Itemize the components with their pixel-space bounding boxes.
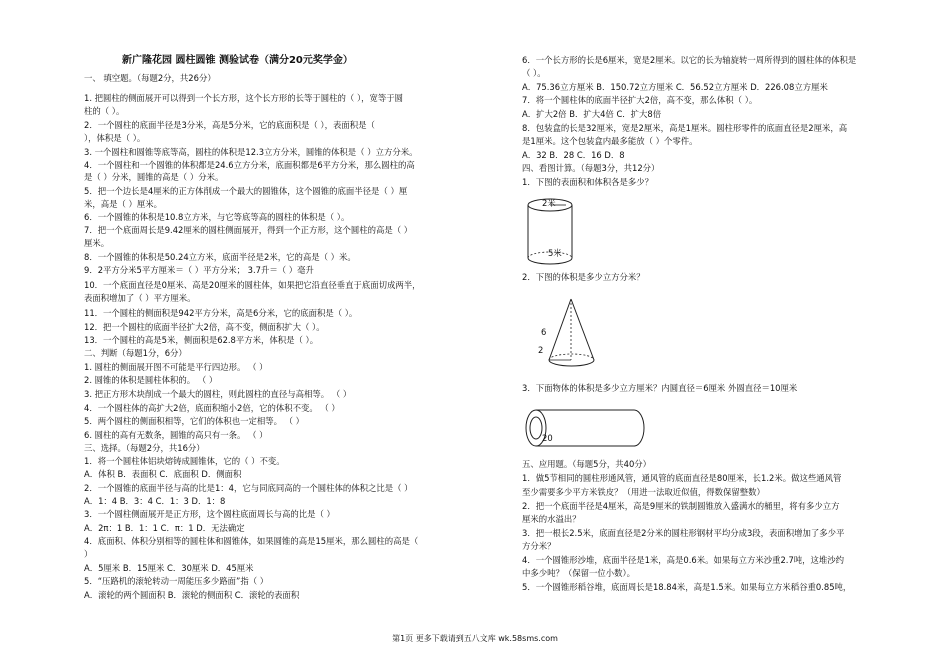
left-column-line: 3. 把正方形木块削成一个最大的圆柱，则此圆柱的直径与高相等。 （ ）: [84, 389, 352, 399]
right-column-line: 3．下面物体的体积是多少立方厘米？内圆直径＝6厘米 外圆直径＝10厘米: [522, 383, 798, 393]
cylinder-label-height: 5米: [548, 248, 562, 258]
tube-inner-end: [530, 417, 542, 439]
right-column-line: A．扩大2倍 B．扩大4倍 C．扩大8倍: [522, 109, 662, 119]
left-column-line: A．2π：1 B．1：1 C．π：1 D．无法确定: [84, 523, 245, 533]
left-column-line: 8．一个圆锥的体积是50.24立方米，底面半径是2米，它的高是（ ）米。: [84, 252, 356, 262]
left-column-line: 9．2平方分米5平方厘米＝（ ）平方分米； 3.7升＝（ ）毫升: [84, 265, 314, 275]
left-column-line: 1．将一个圆柱体铝块熔铸成圆锥体，它的（ ）不变。: [84, 456, 285, 466]
left-column-line: 4．底面积、体积分别相等的圆柱体和圆锥体，如果圆锥的高是15厘米，那么圆柱的高是（: [84, 536, 419, 546]
left-column-line: 5．两个圆柱的侧面积相等，它们的体积也一定相等。 （ ）: [84, 416, 305, 426]
left-column-line: 3. 一个圆柱和圆锥等底等高，圆柱的体积是12.3立方分米，圆锥的体积是（ ）立方分米。: [84, 147, 418, 157]
right-column-line: 五、应用题。（每题5分，共40分）: [522, 459, 652, 469]
left-column-line: 新广隆花园 圆柱圆锥 测验试卷（满分20元奖学金）: [122, 55, 353, 66]
left-column-line: 3．一个圆柱侧面展开是正方形，这个圆柱底面周长与高的比是（ ）: [84, 509, 335, 519]
right-column-line: A．75.36立方厘米 B．150.72立方厘米 C．56.52立方厘米 D．226.08立方厘米: [522, 82, 828, 92]
cylinder-label-top: 2米: [542, 198, 556, 208]
left-column-line: 1. 圆柱的侧面展开图不可能是平行四边形。 （ ）: [84, 362, 268, 372]
left-column-line: 5．“压路机的滚轮转动一周能压多少路面”指（ ）: [84, 576, 269, 586]
right-column-line: 8．包装盒的长是32厘米，宽是2厘米，高是1厘米。圆柱形零件的底面直径是2厘米，高: [522, 123, 848, 133]
right-column-line: 1．下图的表面积和体积各是多少？: [522, 177, 653, 187]
left-column-line: 11．一个圆柱的侧面积是942平方分米，高是6分米，它的底面积是（ ）。: [84, 308, 358, 318]
right-column-line: （ ）。: [522, 68, 546, 78]
cone-height-label: 6: [541, 327, 547, 337]
right-column-line: 四、看图计算。（每题3分，共12分）: [522, 163, 660, 173]
right-column-line: 至少需要多少平方米铁皮？（用进一法取近似值，得数保留整数）: [522, 487, 765, 497]
tube-figure: [522, 405, 646, 453]
left-column-line: 厘米。: [84, 238, 110, 248]
right-column-line: 方分米？: [522, 541, 556, 551]
right-column-line: 4．一个圆锥形沙堆，底面半径是1米，高是0.6米。如果每立方米沙重2.7吨，这堆沙约: [522, 555, 845, 565]
left-column-line: 一、 填空题。（每题2分，共26分）: [84, 73, 216, 83]
left-column-line: 三、选择。（每题2分，共16分）: [84, 443, 205, 453]
left-column-line: 4．一个圆柱和一个圆锥的体积都是24.6立方分米，底面积都是6平方分米，那么圆柱的高: [84, 160, 415, 170]
left-column-line: 6. 圆柱的高有无数条，圆锥的高只有一条。 （ ）: [84, 430, 268, 440]
tube-length-label: 20: [542, 433, 553, 443]
left-column-line: 13．一个圆柱的高是5米，侧面积是62.8平方米，体积是（ ）。: [84, 335, 319, 345]
left-column-line: 4．一个圆柱体的高扩大2倍，底面积缩小2倍，它的体积不变。 （ ）: [84, 403, 340, 413]
cone-figure: [546, 296, 616, 376]
right-column-line: 5．一个圆锥形稻谷堆，底面周长是18.84米，高是1.5米。如果每立方米稻谷重0.85吨，: [522, 582, 852, 592]
left-column-line: 2．一个圆锥的底面半径与高的比是1：4，它与同底同高的一个圆柱体的体积之比是（ ）: [84, 483, 413, 493]
right-column-line: 2．把一个底面半径是4厘米，高是9厘米的铁制圆锥放入盛满水的桶里，将有多少立方: [522, 501, 840, 511]
left-column-line: 12．把一个圆柱的底面半径扩大2倍，高不变，侧面积扩大（ ）。: [84, 322, 325, 332]
left-column-line: ），体积是（ ）。: [84, 133, 146, 143]
page-footer: 第1页 更多下载请到五八文库 wk.58sms.com: [392, 634, 558, 643]
right-column-line: 7．将一个圆柱体的底面半径扩大2倍，高不变，那么体积（ ）。: [522, 95, 758, 105]
left-column-line: 1. 把圆柱的侧面展开可以得到一个长方形，这个长方形的长等于圆柱的（ ），宽等于圆: [84, 93, 403, 103]
left-column-line: A．体积 B．表面积 C．底面积 D．侧面积: [84, 469, 242, 479]
left-column-line: A．滚轮的两个圆面积 B．滚轮的侧面积 C．滚轮的表面积: [84, 590, 300, 600]
cone-radius-label: 2: [538, 345, 544, 355]
left-column-line: 二、判断（每题1分，6分）: [84, 348, 187, 358]
right-column-line: 1．做5节相同的圆柱形通风管，通风管的底面直径是80厘米，长1.2米。做这些通风管: [522, 473, 842, 483]
left-column-line: ）: [84, 549, 93, 559]
left-column-line: 7．把一个底面周长是9.42厘米的圆柱侧面展开，得到一个正方形，这个圆柱的高是（ ）: [84, 225, 413, 235]
left-column-line: 柱的（ ）。: [84, 106, 125, 116]
right-column-line: A．32 B．28 C．16 D．8: [522, 150, 625, 160]
right-column-line: 3．把一根长2.5米，底面直径是2分米的圆柱形钢材平均分成3段，表面积增加了多少平: [522, 528, 845, 538]
left-column-line: 米，高是（ ）厘米。: [84, 199, 163, 209]
left-column-line: 2. 圆锥的体积是圆柱体积的。 （ ）: [84, 375, 218, 385]
right-column-line: 2．下图的体积是多少立方分米？: [522, 272, 645, 282]
left-column-line: 5．把一个边长是4厘米的正方体削成一个最大的圆锥体，这个圆锥的底面半径是（ ）厘: [84, 186, 408, 196]
left-column-line: 6．一个圆锥的体积是10.8立方米，与它等底等高的圆柱的体积是（ ）。: [84, 212, 350, 222]
right-column-line: 中多少吨？（保留一位小数）。: [522, 568, 636, 578]
right-column-line: 6．一个长方形的长是6厘米，宽是2厘米。以它的长为轴旋转一周所得到的圆柱体的体积是: [522, 55, 857, 65]
left-column-line: A．1：4 B．3：4 C．1：3 D．1：8: [84, 496, 226, 506]
left-column-line: 表面积增加了（ ）平方厘米。: [84, 293, 196, 303]
left-column-line: 2．一个圆柱的底面半径是3分米，高是5分米，它的底面积是（ ），表面积是（: [84, 120, 375, 130]
left-column-line: A．5厘米 B．15厘米 C．30厘米 D．45厘米: [84, 563, 254, 573]
right-column-line: 厘米的水溢出？: [522, 514, 581, 524]
left-column-line: 10．一个底面直径是0厘米、高是20厘米的圆柱体，如果把它沿直径垂直于底面切成两半，: [84, 280, 421, 290]
right-column-line: 是1厘米。这个包装盒内最多能放（ ）个零件。: [522, 136, 698, 146]
left-column-line: 是（ ）分米，圆锥的高是（ ）分米。: [84, 172, 224, 182]
